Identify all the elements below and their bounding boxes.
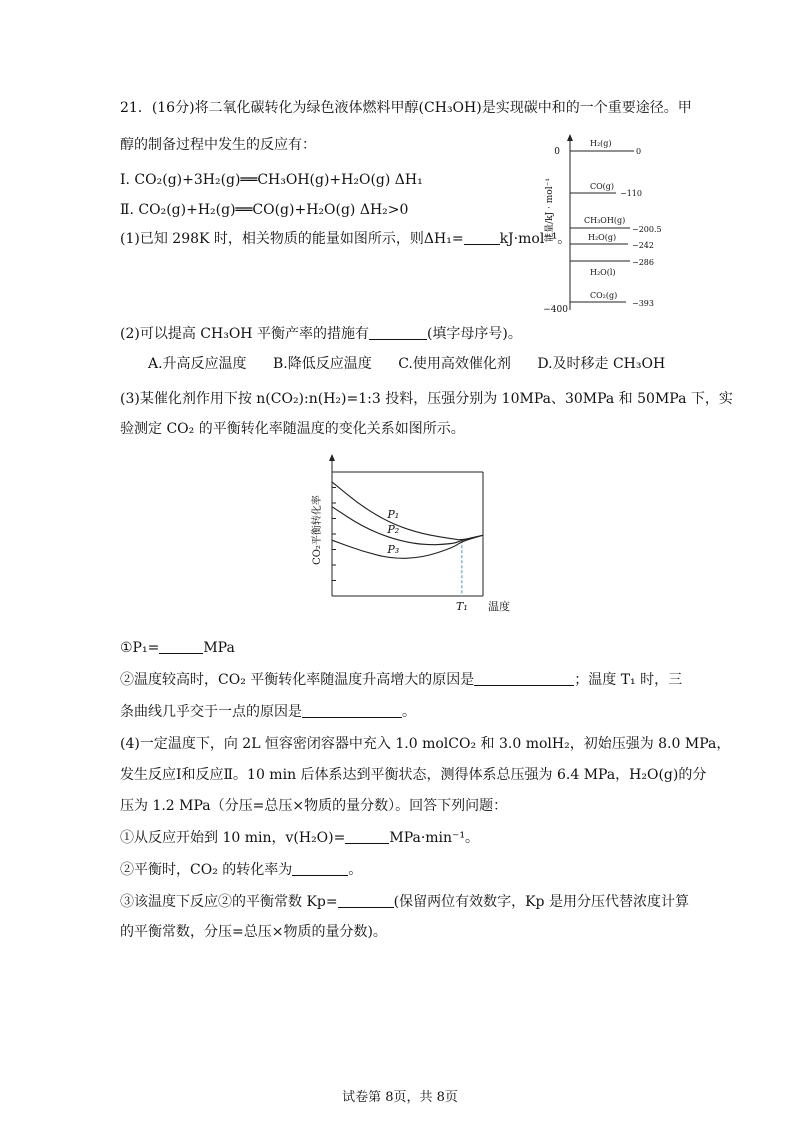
svg-text:CH₃OH(g): CH₃OH(g) — [584, 216, 626, 225]
energy-level-ch3oh — [570, 216, 662, 234]
part3-line1: (3)某催化剂作用下按 n(CO₂):n(H₂)=1:3 投料，压强分别为 10MPa、30MPa 和 50MPa 下，实 — [120, 391, 733, 407]
svg-text:H₂(g): H₂(g) — [590, 139, 612, 148]
answer-blank[interactable] — [369, 325, 427, 340]
part3-q2-line2: 条曲线几乎交于一点的原因是 。 — [120, 704, 416, 720]
part2-question: (2)可以提高 CH₃OH 平衡产率的措施有 (填字母序号)。 — [120, 326, 522, 342]
series-line-p2 — [332, 507, 483, 545]
question-number: 21．(16分) — [120, 100, 195, 116]
part1-question: (1)已知 298K 时，相关物质的能量如图所示，则ΔH₁= kJ·mol⁻¹。 — [120, 231, 572, 247]
part4-q3-line2: 的平衡常数，分压=总压×物质的量分数)。 — [120, 924, 387, 940]
question-intro-line2: 醇的制备过程中发生的反应有： — [120, 137, 316, 153]
energy-level-co2 — [570, 291, 654, 308]
part4-line3: 压为 1.2 MPa（分压=总压×物质的量分数）。回答下列问题： — [120, 798, 508, 814]
svg-text:CO₂(g): CO₂(g) — [590, 291, 618, 300]
series-line-p1 — [332, 482, 483, 540]
energy-axis-label: 能量/kJ · mol⁻¹ — [545, 178, 555, 242]
option-c[interactable]: C.使用高效催化剂 — [398, 356, 511, 372]
series-lines — [332, 482, 483, 558]
part2-options — [148, 354, 687, 374]
reaction-1: Ⅰ. CO₂(g)+3H₂(g)══CH₃OH(g)+H₂O(g) ΔH₁ — [120, 172, 423, 188]
series-label-p1: P₁ — [387, 508, 400, 522]
part4-q1: ①从反应开始到 10 min，v(H₂O)= MPa·min⁻¹。 — [120, 830, 480, 846]
energy-level-co — [570, 182, 642, 198]
part3-q1: ①P₁= MPa — [120, 640, 235, 656]
answer-blank[interactable] — [474, 671, 574, 686]
svg-text:−200.5: −200.5 — [632, 225, 662, 234]
energy-level-h2 — [570, 139, 641, 156]
y-axis-label: CO₂平衡转化率 — [312, 495, 323, 565]
answer-blank[interactable] — [345, 829, 389, 844]
energy-level-h2o-liquid — [570, 258, 654, 277]
answer-blank[interactable] — [292, 861, 348, 876]
co2-conversion-chart — [300, 450, 540, 620]
part3-q2-line1: ②温度较高时，CO₂ 平衡转化率随温度升高增大的原因是 ；温度 T₁ 时，三 — [120, 672, 683, 688]
energy-level-diagram — [540, 130, 700, 320]
x-axis-label: 温度 — [488, 600, 510, 613]
energy-level-h2o-gas — [570, 233, 654, 250]
series-label-p3: P₃ — [387, 542, 400, 556]
option-d[interactable]: D.及时移走 CH₃OH — [537, 356, 666, 372]
answer-blank[interactable] — [338, 893, 394, 908]
y-axis-arrow-icon — [329, 454, 335, 461]
svg-text:CO(g): CO(g) — [590, 182, 615, 191]
svg-text:−286: −286 — [632, 258, 654, 267]
t1-label: T₁ — [455, 600, 468, 613]
question-intro-line1: 21．(16分)将二氧化碳转化为绿色液体燃料甲醇(CH₃OH)是实现碳中和的一个重要途径。甲 — [120, 100, 692, 116]
option-a[interactable]: A.升高反应温度 — [148, 356, 247, 372]
answer-blank[interactable] — [302, 703, 402, 718]
svg-text:H₂O(g): H₂O(g) — [588, 233, 617, 242]
svg-text:−242: −242 — [632, 241, 654, 250]
series-labels — [386, 508, 399, 556]
part4-line1: (4)一定温度下，向 2L 恒容密闭容器中充入 1.0 molCO₂ 和 3.0 molH₂，初始压强为 8.0 MPa， — [120, 736, 731, 752]
answer-blank[interactable] — [159, 639, 203, 654]
option-b[interactable]: B.降低反应温度 — [273, 356, 372, 372]
axis-arrow-icon — [567, 134, 573, 141]
svg-text:H₂O(l): H₂O(l) — [590, 268, 616, 277]
series-label-p2: P₂ — [387, 522, 400, 536]
svg-text:−393: −393 — [632, 299, 654, 308]
series-line-p3 — [332, 535, 483, 558]
y-ticks — [332, 488, 336, 581]
axis-top-value: 0 — [554, 147, 560, 157]
reaction-2: Ⅱ. CO₂(g)+H₂(g)══CO(g)+H₂O(g) ΔH₂>0 — [120, 202, 409, 218]
answer-blank[interactable] — [464, 230, 500, 245]
svg-text:−110: −110 — [620, 189, 642, 198]
page-footer: 试卷第 8页，共 8页 — [342, 1090, 458, 1105]
axis-bottom-value: −400 — [543, 305, 568, 315]
svg-text:0: 0 — [636, 147, 642, 156]
part4-q3: ③该温度下反应②的平衡常数 Kp= (保留两位有效数字，Kp 是用分压代替浓度计算 — [120, 894, 689, 910]
part4-q2: ②平衡时，CO₂ 的转化率为 。 — [120, 862, 363, 878]
part3-line2: 验测定 CO₂ 的平衡转化率随温度的变化关系如图所示。 — [120, 421, 465, 437]
part4-line2: 发生反应Ⅰ和反应Ⅱ。10 min 后体系达到平衡状态，测得体系总压强为 6.4 MPa，H₂O(g)的分 — [120, 767, 707, 783]
